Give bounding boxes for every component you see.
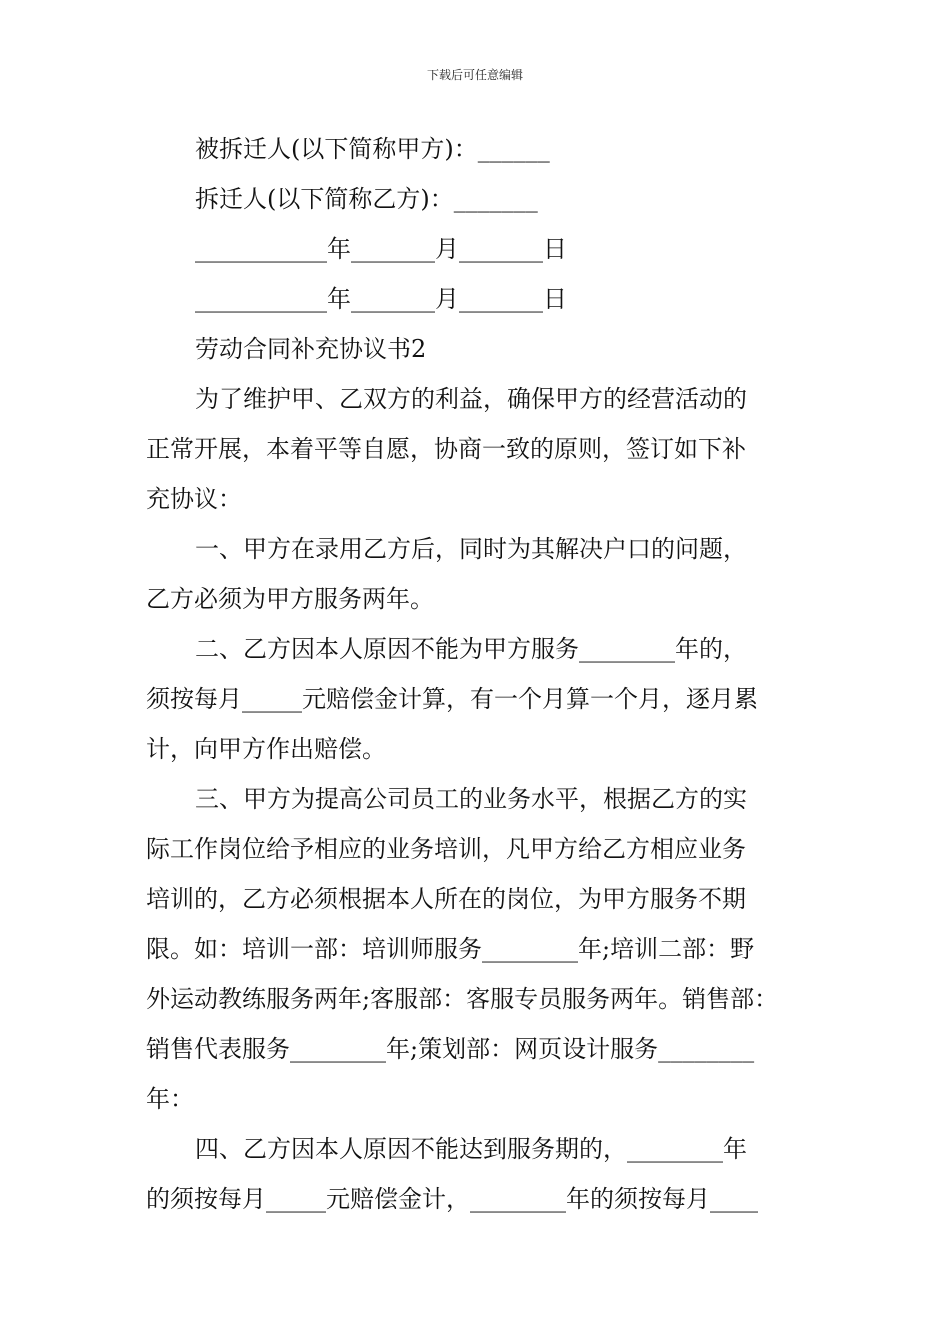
clause-3-paragraph — [146, 774, 826, 1124]
text-line: 年： — [146, 1085, 194, 1113]
clause-1-paragraph — [146, 524, 826, 624]
text-line: 乙方必须为甲方服务两年。 — [146, 585, 434, 613]
header-note: 下载后可任意编辑 — [426, 68, 523, 82]
party-a-line: 被拆迁人(以下简称甲方)：______ — [195, 135, 550, 163]
text-line: 销售代表服务________年;策划部：网页设计服务________ — [146, 1035, 755, 1063]
section-title: 劳动合同补充协议书2 — [195, 335, 427, 363]
text-line: 须按每月_____元赔偿金计算，有一个月算一个月，逐月累 — [146, 685, 758, 713]
text-line: 四、乙方因本人原因不能达到服务期的，________年 — [195, 1135, 747, 1163]
date-line-2: ___________年_______月_______日 — [195, 285, 567, 313]
text-line: 际工作岗位给予相应的业务培训，凡甲方给乙方相应业务 — [146, 835, 746, 863]
text-line: 正常开展，本着平等自愿，协商一致的原则，签订如下补 — [146, 435, 746, 463]
clause-4-paragraph — [146, 1124, 826, 1224]
party-b-line: 拆迁人(以下简称乙方)：_______ — [195, 185, 538, 213]
text-line: 为了维护甲、乙双方的利益，确保甲方的经营活动的 — [195, 385, 747, 413]
clause-2-paragraph — [146, 624, 826, 774]
text-line: 充协议： — [146, 485, 242, 513]
text-line: 计，向甲方作出赔偿。 — [146, 735, 386, 763]
intro-paragraph — [146, 374, 826, 524]
date-line-1: ___________年_______月_______日 — [195, 235, 567, 263]
text-line: 一、甲方在录用乙方后，同时为其解决户口的问题， — [195, 535, 747, 563]
text-line: 三、甲方为提高公司员工的业务水平，根据乙方的实 — [195, 785, 747, 813]
text-line: 限。如：培训一部：培训师服务________年;培训二部：野 — [146, 935, 755, 963]
text-line: 二、乙方因本人原因不能为甲方服务________年的， — [195, 635, 747, 663]
document-body — [146, 124, 826, 1224]
text-line: 培训的，乙方必须根据本人所在的岗位，为甲方服务不期 — [146, 885, 746, 913]
text-line: 外运动教练服务两年;客服部：客服专员服务两年。销售部： — [146, 985, 779, 1013]
text-line: 的须按每月_____元赔偿金计，________年的须按每月____ — [146, 1185, 758, 1213]
